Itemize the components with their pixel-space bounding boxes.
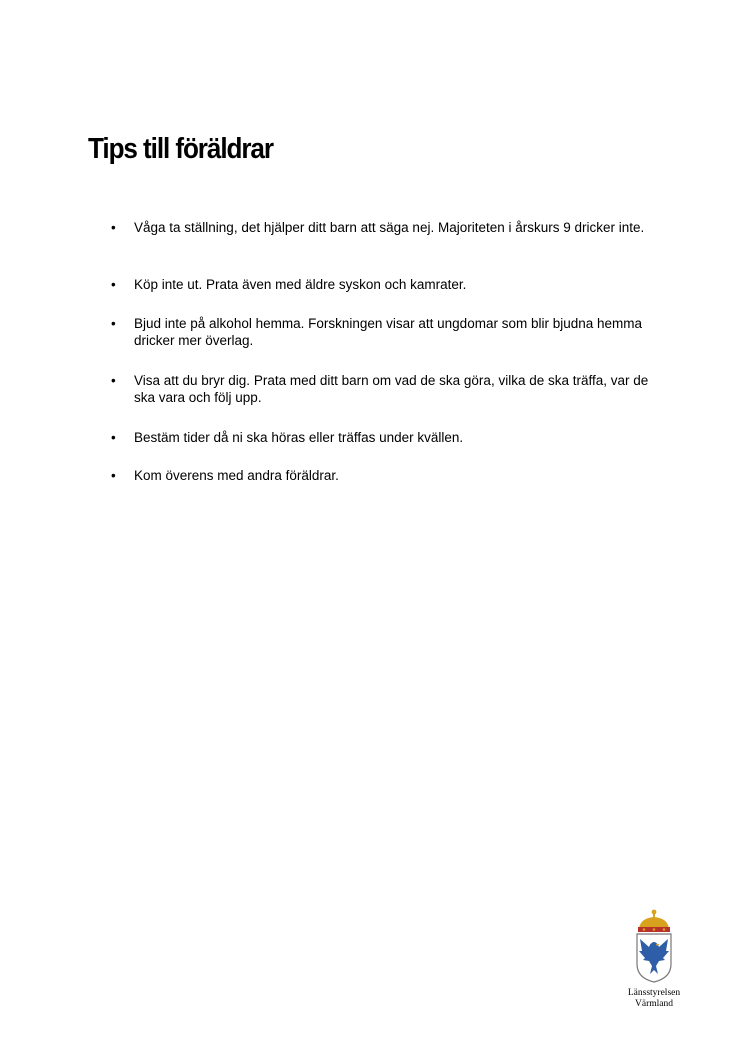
bullet: • xyxy=(111,468,116,483)
bullet: • xyxy=(111,373,116,388)
logo-text xyxy=(618,988,690,1010)
bullet: • xyxy=(111,220,116,235)
list-item-text: Bestäm tider då ni ska höras eller träffas under kvällen. xyxy=(134,430,464,445)
list-item-text: Bjud inte på alkohol hemma. Forskningen visar att ungdomar som blir bjudna hemma dricker mer överlag. xyxy=(134,316,643,348)
bullet: • xyxy=(111,316,116,331)
bullet: • xyxy=(111,430,116,445)
page-title: Tips till föräldrar xyxy=(88,133,273,165)
list-item-text: Köp inte ut. Prata även med äldre syskon och kamrater. xyxy=(134,277,467,292)
coat-of-arms-eagle-icon xyxy=(633,908,675,984)
logo-text-line1: Länsstyrelsen xyxy=(627,988,681,998)
lansstyrelsen-logo xyxy=(618,908,690,1010)
list-item-text: Kom överens med andra föräldrar. xyxy=(134,468,339,483)
list-item-text: Våga ta ställning, det hjälper ditt barn att säga nej. Majoriteten i årskurs 9 dricker inte. xyxy=(134,220,645,235)
list-item-text: Visa att du bryr dig. Prata med ditt barn om vad de ska göra, vilka de ska träffa, var de ska vara och följ upp. xyxy=(134,373,649,405)
logo-text-line2: Värmland xyxy=(635,999,673,1009)
bullet: • xyxy=(111,277,116,292)
